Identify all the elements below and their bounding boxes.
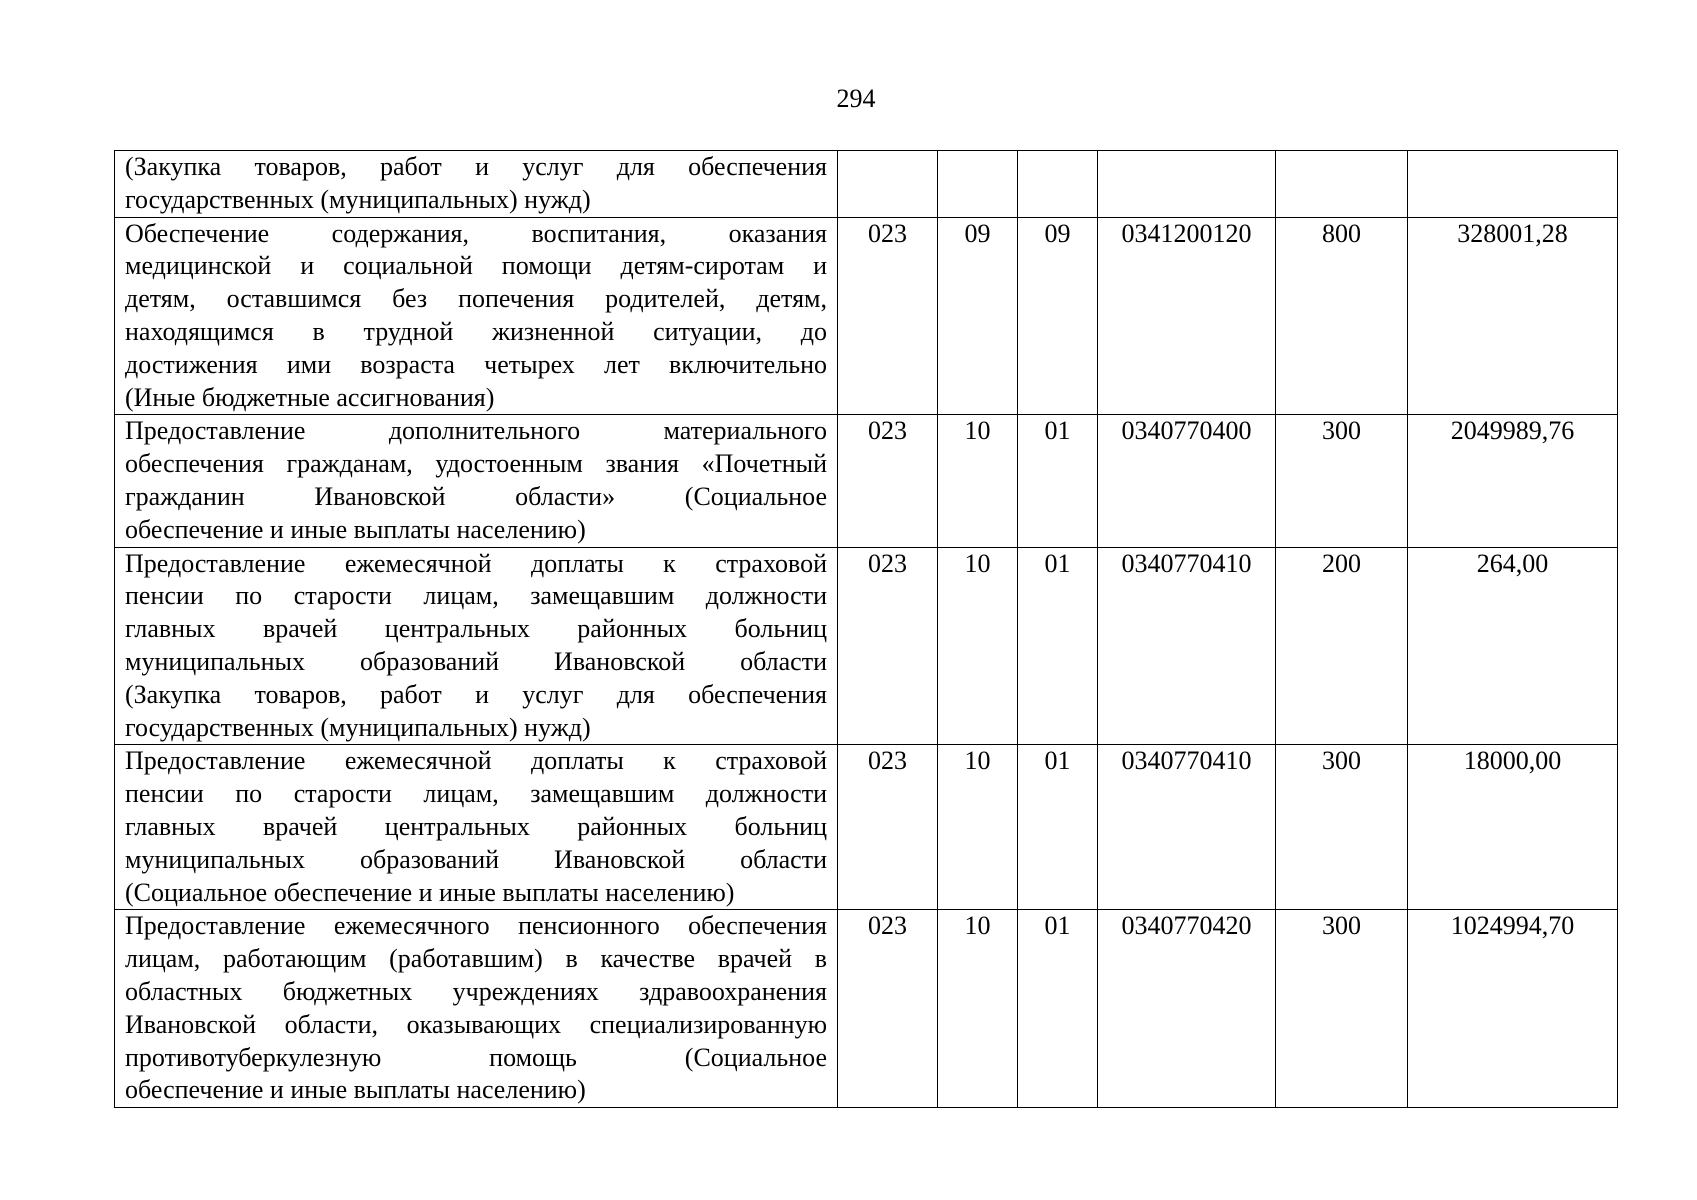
description-line: пенсии по старости лицам, замещавшим должности bbox=[125, 779, 827, 809]
table-row bbox=[115, 415, 1618, 547]
amount-cell: 264,00 bbox=[1408, 547, 1618, 745]
subsection-code-cell bbox=[1018, 151, 1098, 218]
subsection-code-cell: 01 bbox=[1018, 547, 1098, 745]
description-line: (Закупка товаров, работ и услуг для обеспечения bbox=[125, 679, 827, 709]
description-line: государственных (муниципальных) нужд) bbox=[125, 184, 591, 214]
description-line: гражданин Ивановской области» (Социальное bbox=[125, 481, 827, 511]
page-number: 294 bbox=[836, 84, 876, 113]
description-line: муниципальных образований Ивановской области bbox=[125, 646, 827, 676]
section-code-cell: 09 bbox=[938, 217, 1018, 415]
description-line: достижения ими возраста четырех лет включительно bbox=[125, 349, 827, 379]
table-row bbox=[115, 151, 1618, 218]
ministry-code-cell: 023 bbox=[838, 547, 938, 745]
description-line: Предоставление дополнительного материального bbox=[125, 416, 827, 446]
amount-cell: 1024994,70 bbox=[1408, 910, 1618, 1108]
description-line: противотуберкулезную помощь (Социальное bbox=[125, 1042, 827, 1072]
description-cell bbox=[115, 415, 838, 547]
budget-table bbox=[114, 150, 1618, 1108]
description-line: детям, оставшимся без попечения родителей, детям, bbox=[125, 284, 827, 314]
target-code-cell: 0340770400 bbox=[1098, 415, 1276, 547]
amount-cell: 18000,00 bbox=[1408, 745, 1618, 910]
ministry-code-cell: 023 bbox=[838, 910, 938, 1108]
description-cell bbox=[115, 910, 838, 1108]
expense-type-cell: 800 bbox=[1276, 217, 1408, 415]
description-cell bbox=[115, 745, 838, 910]
ministry-code-cell: 023 bbox=[838, 745, 938, 910]
description-line: медицинской и социальной помощи детям-сиротам и bbox=[125, 251, 827, 281]
table-row bbox=[115, 910, 1618, 1108]
subsection-code-cell: 09 bbox=[1018, 217, 1098, 415]
target-code-cell: 0340770410 bbox=[1098, 745, 1276, 910]
subsection-code-cell: 01 bbox=[1018, 745, 1098, 910]
description-line: государственных (муниципальных) нужд) bbox=[125, 712, 591, 742]
description-line: пенсии по старости лицам, замещавшим должности bbox=[125, 581, 827, 611]
description-line: главных врачей центральных районных больниц bbox=[125, 614, 827, 644]
section-code-cell: 10 bbox=[938, 745, 1018, 910]
section-code-cell: 10 bbox=[938, 547, 1018, 745]
description-line: обеспечения гражданам, удостоенным звания «Почетный bbox=[125, 449, 827, 479]
description-cell bbox=[115, 547, 838, 745]
description-line: областных бюджетных учреждениях здравоохранения bbox=[125, 976, 827, 1006]
subsection-code-cell: 01 bbox=[1018, 910, 1098, 1108]
amount-cell: 328001,28 bbox=[1408, 217, 1618, 415]
table-row bbox=[115, 745, 1618, 910]
expense-type-cell: 300 bbox=[1276, 415, 1408, 547]
table-row bbox=[115, 217, 1618, 415]
expense-type-cell: 200 bbox=[1276, 547, 1408, 745]
description-line: (Социальное обеспечение и иные выплаты населению) bbox=[125, 877, 735, 907]
target-code-cell: 0340770420 bbox=[1098, 910, 1276, 1108]
amount-cell bbox=[1408, 151, 1618, 218]
description-line: Обеспечение содержания, воспитания, оказания bbox=[125, 218, 827, 248]
target-code-cell bbox=[1098, 151, 1276, 218]
expense-type-cell: 300 bbox=[1276, 745, 1408, 910]
description-line: Предоставление ежемесячного пенсионного обеспечения bbox=[125, 911, 827, 941]
ministry-code-cell: 023 bbox=[838, 217, 938, 415]
table-row bbox=[115, 547, 1618, 745]
section-code-cell bbox=[938, 151, 1018, 218]
description-line: Предоставление ежемесячной доплаты к страховой bbox=[125, 746, 827, 776]
amount-cell: 2049989,76 bbox=[1408, 415, 1618, 547]
description-line: Ивановской области, оказывающих специализированную bbox=[125, 1009, 827, 1039]
description-line: (Иные бюджетные ассигнования) bbox=[125, 382, 495, 412]
ministry-code-cell: 023 bbox=[838, 415, 938, 547]
description-cell bbox=[115, 217, 838, 415]
description-line: обеспечение и иные выплаты населению) bbox=[125, 514, 586, 544]
description-line: лицам, работающим (работавшим) в качестве врачей в bbox=[125, 944, 827, 974]
section-code-cell: 10 bbox=[938, 415, 1018, 547]
description-line: главных врачей центральных районных больниц bbox=[125, 811, 827, 841]
description-cell bbox=[115, 151, 838, 218]
section-code-cell: 10 bbox=[938, 910, 1018, 1108]
expense-type-cell bbox=[1276, 151, 1408, 218]
subsection-code-cell: 01 bbox=[1018, 415, 1098, 547]
description-line: обеспечение и иные выплаты населению) bbox=[125, 1075, 586, 1105]
description-line: Предоставление ежемесячной доплаты к страховой bbox=[125, 548, 827, 578]
description-line: находящимся в трудной жизненной ситуации, до bbox=[125, 316, 827, 346]
expense-type-cell: 300 bbox=[1276, 910, 1408, 1108]
target-code-cell: 0340770410 bbox=[1098, 547, 1276, 745]
ministry-code-cell bbox=[838, 151, 938, 218]
target-code-cell: 0341200120 bbox=[1098, 217, 1276, 415]
description-line: (Закупка товаров, работ и услуг для обеспечения bbox=[125, 152, 827, 181]
description-line: муниципальных образований Ивановской области bbox=[125, 844, 827, 874]
